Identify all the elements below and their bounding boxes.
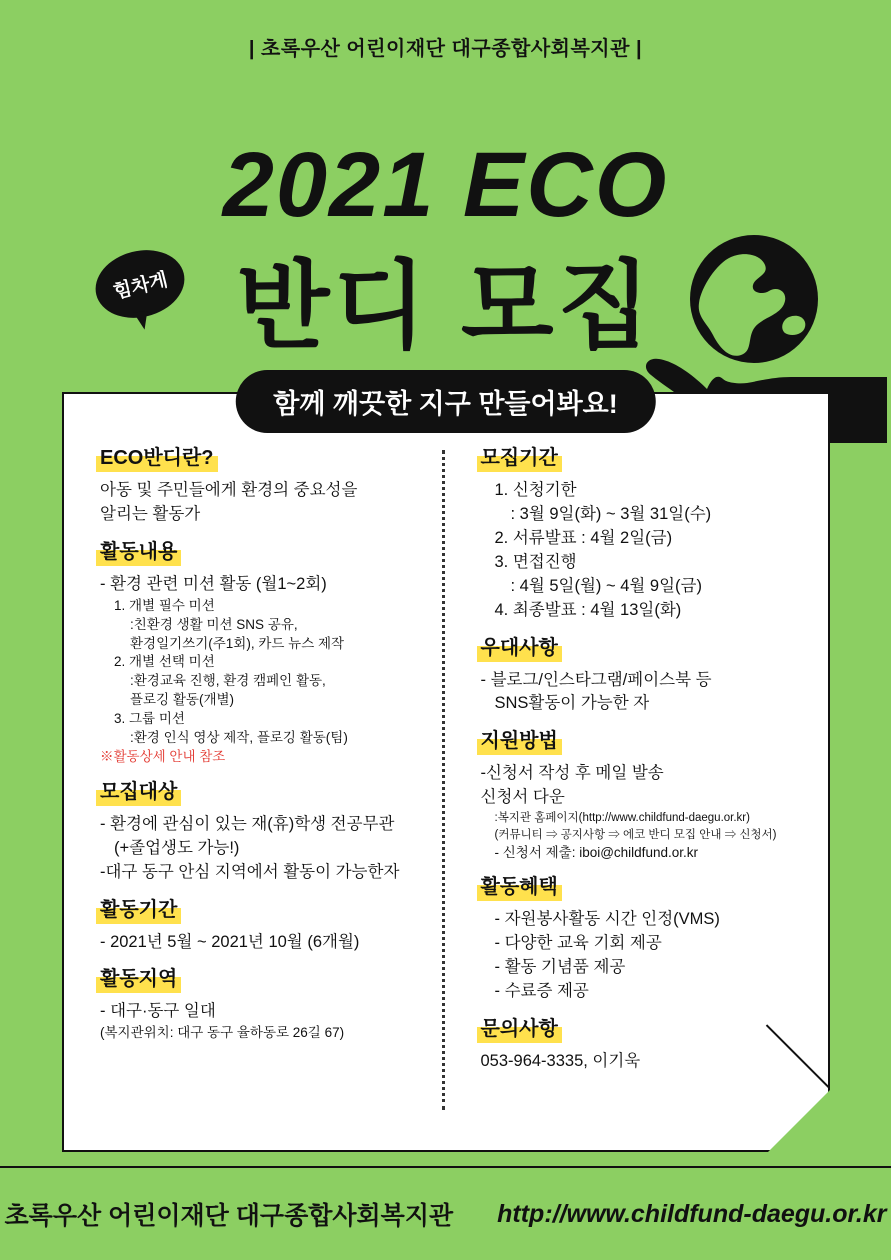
section-preferred-qualifications — [473, 636, 803, 717]
footer-organization: 초록우산 어린이재단 대구종합사회복지관 — [4, 1202, 454, 1230]
text-line: - 블로그/인스타그램/페이스북 등 — [480, 670, 712, 689]
text-line: 2. 개별 선택 미션 — [114, 654, 215, 670]
speech-bubble: 힘차게 — [88, 241, 191, 327]
text-line: - 환경에 관심이 있는 재(휴)학생 전공무관 — [100, 814, 395, 833]
text-line: -대구 동구 안심 지역에서 활동이 가능한자 — [100, 862, 400, 881]
text-line: (+졸업생도 가능!) — [114, 838, 240, 857]
section-activity-region — [92, 967, 422, 1043]
contact-phone[interactable]: 053-964-3335, 이기욱 — [480, 1052, 641, 1071]
text-line: 아동 및 주민들에게 환경의 중요성을 — [100, 481, 358, 499]
left-column — [92, 446, 436, 1150]
section-recruitment-period — [473, 446, 803, 623]
column-divider — [442, 450, 445, 1110]
poster-title-sub: 반디 모집 — [236, 253, 655, 360]
right-column — [451, 446, 803, 1150]
section-heading: 우대사항 — [477, 636, 562, 662]
text-line: 4. 최종발표 : 4월 13일(화) — [494, 600, 682, 619]
text-line: 환경일기쓰기(주1회), 카드 뉴스 제작 — [130, 635, 345, 651]
application-email[interactable]: - 신청서 제출: iboi@childfund.or.kr — [494, 844, 698, 860]
text-line: - 환경 관련 미션 활동 (월1~2회) — [100, 574, 327, 593]
text-line: :친환경 생활 미션 SNS 공유, — [130, 616, 298, 632]
text-line: 2. 서류발표 : 4월 2일(금) — [494, 528, 673, 547]
text-line: 3. 면접진행 — [494, 552, 577, 571]
section-activity-contents — [92, 540, 422, 767]
section-application-method — [473, 729, 803, 862]
text-line: 3. 그룹 미션 — [114, 711, 185, 727]
section-heading: 활동혜택 — [477, 875, 562, 901]
text-line: - 2021년 5월 ~ 2021년 10월 (6개월) — [100, 932, 360, 951]
section-heading: 지원방법 — [477, 729, 562, 755]
text-line: - 대구·동구 일대 — [100, 1002, 216, 1021]
section-heading: 활동지역 — [96, 967, 181, 993]
text-line: (복지관위치: 대구 동구 율하동로 26길 67) — [100, 1025, 345, 1041]
section-eligibility — [92, 780, 422, 885]
text-line: 알리는 활동가 — [100, 504, 201, 523]
info-card — [62, 392, 830, 1152]
text-line: - 자원봉사활동 시간 인정(VMS) — [494, 910, 720, 929]
text-line: :환경교육 진행, 환경 캠페인 활동, — [130, 673, 326, 689]
section-heading: 활동기간 — [96, 898, 181, 924]
section-inquiries — [473, 1017, 803, 1074]
text-line: - 활동 기념품 제공 — [494, 958, 626, 977]
text-line: - 다양한 교육 기회 제공 — [494, 934, 662, 953]
activity-detail-note: ※활동상세 안내 참조 — [100, 748, 226, 764]
text-line: SNS활동이 가능한 자 — [494, 694, 650, 713]
page-corner-fold — [768, 1090, 830, 1152]
section-heading: 모집대상 — [96, 780, 181, 806]
section-heading: 모집기간 — [477, 446, 562, 472]
title-block — [0, 61, 891, 391]
section-heading: 활동내용 — [96, 540, 181, 566]
text-line: : 3월 9일(화) ~ 3월 31일(수) — [510, 504, 712, 523]
text-line: - 수료증 제공 — [494, 982, 589, 1001]
slogan-banner: 함께 깨끗한 지구 만들어봐요! — [235, 370, 655, 433]
text-line: 플로깅 활동(개별) — [130, 692, 235, 708]
poster-title-main: 2021 ECO — [222, 134, 669, 236]
homepage-link-text[interactable]: :복지관 홈페이지(http://www.childfund-daegu.or.kr) — [494, 812, 750, 825]
text-line: : 4월 5일(월) ~ 4월 9일(금) — [510, 576, 702, 595]
footer-website-url[interactable]: http://www.childfund-daegu.or.kr — [497, 1199, 887, 1228]
text-line: -신청서 작성 후 메일 발송 — [480, 764, 664, 783]
section-eco-bandi-definition — [92, 446, 422, 527]
text-line: 신청서 다운 — [480, 788, 565, 807]
text-line: (커뮤니티 ⇒ 공지사항 ⇒ 에코 반디 모집 안내 ⇒ 신청서) — [494, 828, 777, 841]
text-line: 1. 신청기한 — [494, 481, 577, 499]
text-line: :환경 인식 영상 제작, 플로깅 활동(팀) — [130, 730, 348, 745]
section-activity-period — [92, 898, 422, 955]
section-heading: ECO반디란? — [96, 446, 218, 472]
footer — [0, 1166, 891, 1260]
section-heading: 문의사항 — [477, 1017, 562, 1043]
text-line: 1. 개별 필수 미션 — [114, 597, 215, 613]
header-organization: | 초록우산 어린이재단 대구종합사회복지관 | — [248, 38, 643, 60]
section-benefits — [473, 875, 803, 1004]
